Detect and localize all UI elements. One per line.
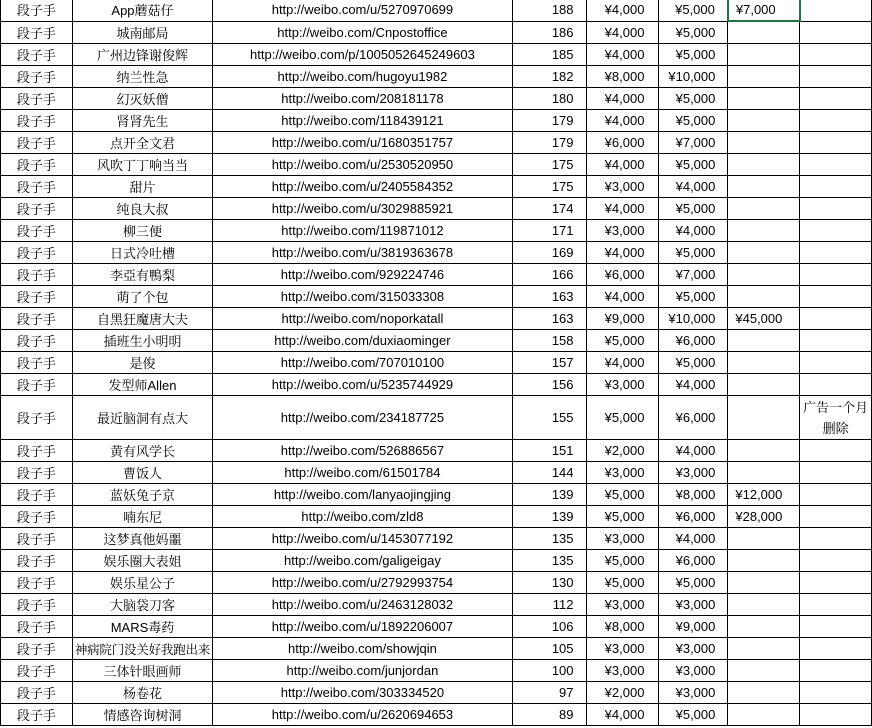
cell-url[interactable]: http://weibo.com/p/1005052645249603	[213, 44, 513, 66]
cell-score[interactable]: 89	[512, 704, 586, 726]
cell-note[interactable]	[800, 66, 872, 88]
cell-note[interactable]	[800, 484, 872, 506]
cell-price-2[interactable]: ¥5,000	[659, 198, 728, 220]
cell-name[interactable]: 这梦真他妈噩	[72, 528, 212, 550]
cell-price-1[interactable]: ¥5,000	[586, 484, 659, 506]
cell-price-1[interactable]: ¥6,000	[586, 264, 659, 286]
cell-score[interactable]: 179	[512, 132, 586, 154]
cell-price-2[interactable]: ¥5,000	[659, 572, 728, 594]
cell-note[interactable]	[800, 550, 872, 572]
cell-extra[interactable]	[728, 264, 800, 286]
cell-note[interactable]	[800, 682, 872, 704]
cell-score[interactable]: 135	[512, 550, 586, 572]
cell-name[interactable]: 蓝妖兔子京	[72, 484, 212, 506]
cell-price-2[interactable]: ¥6,000	[659, 396, 728, 440]
cell-note[interactable]	[800, 21, 872, 44]
cell-score[interactable]: 130	[512, 572, 586, 594]
cell-type[interactable]: 段子手	[1, 88, 73, 110]
cell-price-1[interactable]: ¥4,000	[586, 286, 659, 308]
cell-price-1[interactable]: ¥3,000	[586, 660, 659, 682]
cell-note[interactable]	[800, 154, 872, 176]
cell-type[interactable]: 段子手	[1, 220, 73, 242]
cell-extra[interactable]	[728, 352, 800, 374]
cell-score[interactable]: 151	[512, 440, 586, 462]
cell-score[interactable]: 166	[512, 264, 586, 286]
cell-note[interactable]	[800, 0, 872, 21]
cell-name[interactable]: MARS毒药	[72, 616, 212, 638]
cell-name[interactable]: 三体针眼画师	[72, 660, 212, 682]
cell-type[interactable]: 段子手	[1, 616, 73, 638]
cell-type[interactable]: 段子手	[1, 66, 73, 88]
table-row	[1, 682, 872, 704]
table-row	[1, 44, 872, 66]
cell-price-1[interactable]: ¥8,000	[586, 66, 659, 88]
cell-price-2[interactable]: ¥7,000	[659, 132, 728, 154]
cell-extra[interactable]: ¥12,000	[728, 484, 800, 506]
table-row	[1, 308, 872, 330]
cell-note[interactable]	[800, 286, 872, 308]
cell-price-1[interactable]: ¥3,000	[586, 176, 659, 198]
cell-url[interactable]: http://weibo.com/junjordan	[213, 660, 513, 682]
cell-name[interactable]: 日式冷吐槽	[72, 242, 212, 264]
cell-type[interactable]: 段子手	[1, 198, 73, 220]
cell-note[interactable]	[800, 594, 872, 616]
cell-score[interactable]: 175	[512, 154, 586, 176]
table-row	[1, 528, 872, 550]
cell-note[interactable]	[800, 88, 872, 110]
cell-score[interactable]: 182	[512, 66, 586, 88]
cell-score[interactable]: 175	[512, 176, 586, 198]
cell-price-2[interactable]: ¥4,000	[659, 374, 728, 396]
cell-type[interactable]: 段子手	[1, 704, 73, 726]
cell-score[interactable]: 186	[512, 21, 586, 44]
cell-extra[interactable]	[728, 220, 800, 242]
cell-url[interactable]: http://weibo.com/u/3819363678	[213, 242, 513, 264]
table-row	[1, 242, 872, 264]
cell-type[interactable]: 段子手	[1, 286, 73, 308]
cell-price-1[interactable]: ¥4,000	[586, 21, 659, 44]
cell-note[interactable]	[800, 528, 872, 550]
cell-url[interactable]: http://weibo.com/526886567	[213, 440, 513, 462]
cell-extra[interactable]	[728, 66, 800, 88]
cell-score[interactable]: 100	[512, 660, 586, 682]
cell-url[interactable]: http://weibo.com/929224746	[213, 264, 513, 286]
cell-price-1[interactable]: ¥4,000	[586, 44, 659, 66]
cell-name[interactable]: 柳三便	[72, 220, 212, 242]
cell-type[interactable]: 段子手	[1, 132, 73, 154]
cell-extra[interactable]	[728, 330, 800, 352]
cell-extra[interactable]	[728, 396, 800, 440]
cell-name[interactable]: 自黑狂魔唐大夫	[72, 308, 212, 330]
cell-name[interactable]: 城南邮局	[72, 21, 212, 44]
cell-price-1[interactable]: ¥3,000	[586, 594, 659, 616]
cell-type[interactable]: 段子手	[1, 330, 73, 352]
table-row	[1, 198, 872, 220]
cell-extra[interactable]	[728, 44, 800, 66]
cell-type[interactable]: 段子手	[1, 0, 73, 21]
cell-type[interactable]: 段子手	[1, 176, 73, 198]
cell-extra[interactable]	[728, 440, 800, 462]
cell-note[interactable]	[800, 704, 872, 726]
table-row	[1, 176, 872, 198]
cell-name[interactable]: 杨卷花	[72, 682, 212, 704]
cell-price-1[interactable]: ¥3,000	[586, 220, 659, 242]
cell-extra[interactable]	[728, 704, 800, 726]
cell-type[interactable]: 段子手	[1, 572, 73, 594]
cell-type[interactable]: 段子手	[1, 682, 73, 704]
cell-score[interactable]: 174	[512, 198, 586, 220]
cell-price-2[interactable]: ¥6,000	[659, 506, 728, 528]
cell-price-2[interactable]: ¥5,000	[659, 21, 728, 44]
cell-name[interactable]: App蘑菇仔	[72, 0, 212, 21]
cell-url[interactable]: http://weibo.com/showjqin	[213, 638, 513, 660]
table-row	[1, 330, 872, 352]
cell-price-2[interactable]: ¥3,000	[659, 660, 728, 682]
cell-extra[interactable]	[728, 88, 800, 110]
cell-type[interactable]: 段子手	[1, 110, 73, 132]
table-row	[1, 286, 872, 308]
cell-url[interactable]: http://weibo.com/u/2620694653	[213, 704, 513, 726]
cell-name[interactable]: 萌了个包	[72, 286, 212, 308]
cell-name[interactable]: 幻灭妖僧	[72, 88, 212, 110]
cell-name[interactable]: 纯良大叔	[72, 198, 212, 220]
cell-note[interactable]	[800, 176, 872, 198]
cell-name[interactable]: 情感咨询树洞	[72, 704, 212, 726]
cell-name[interactable]: 点开全文君	[72, 132, 212, 154]
cell-note[interactable]	[800, 264, 872, 286]
cell-type[interactable]: 段子手	[1, 660, 73, 682]
cell-url[interactable]: http://weibo.com/u/2405584352	[213, 176, 513, 198]
cell-extra[interactable]	[728, 374, 800, 396]
cell-url[interactable]: http://weibo.com/Cnpostoffice	[213, 21, 513, 44]
cell-extra[interactable]	[728, 594, 800, 616]
cell-url[interactable]: http://weibo.com/u/5270970699	[213, 0, 513, 21]
cell-score[interactable]: 157	[512, 352, 586, 374]
table-row	[1, 110, 872, 132]
cell-name[interactable]: 神病院门没关好我跑出来	[72, 638, 212, 660]
cell-note[interactable]	[800, 44, 872, 66]
cell-type[interactable]: 段子手	[1, 308, 73, 330]
cell-score[interactable]: 155	[512, 396, 586, 440]
cell-note[interactable]	[800, 616, 872, 638]
cell-score[interactable]: 185	[512, 44, 586, 66]
cell-type[interactable]: 段子手	[1, 374, 73, 396]
cell-note[interactable]	[800, 132, 872, 154]
cell-extra[interactable]	[728, 242, 800, 264]
cell-score[interactable]: 112	[512, 594, 586, 616]
cell-name[interactable]: 最近脑洞有点大	[72, 396, 212, 440]
cell-price-2[interactable]: ¥5,000	[659, 704, 728, 726]
cell-url[interactable]: http://weibo.com/hugoyu1982	[213, 66, 513, 88]
cell-name[interactable]: 娱乐圈大表姐	[72, 550, 212, 572]
cell-extra[interactable]	[728, 572, 800, 594]
cell-extra[interactable]	[728, 286, 800, 308]
table-row	[1, 506, 872, 528]
cell-type[interactable]: 段子手	[1, 44, 73, 66]
cell-type[interactable]: 段子手	[1, 352, 73, 374]
cell-price-1[interactable]: ¥4,000	[586, 242, 659, 264]
cell-extra[interactable]	[728, 198, 800, 220]
cell-url[interactable]: http://weibo.com/u/2530520950	[213, 154, 513, 176]
cell-note[interactable]	[800, 506, 872, 528]
cell-note[interactable]	[800, 110, 872, 132]
cell-score[interactable]: 163	[512, 286, 586, 308]
cell-extra[interactable]	[728, 21, 800, 44]
cell-extra[interactable]	[728, 682, 800, 704]
cell-type[interactable]: 段子手	[1, 242, 73, 264]
table-row	[1, 616, 872, 638]
cell-note[interactable]	[800, 220, 872, 242]
cell-note[interactable]	[800, 638, 872, 660]
cell-extra[interactable]	[728, 110, 800, 132]
cell-extra[interactable]	[728, 462, 800, 484]
cell-note[interactable]	[800, 572, 872, 594]
table-row	[1, 550, 872, 572]
cell-note[interactable]	[800, 374, 872, 396]
table-row	[1, 660, 872, 682]
cell-name[interactable]: 纳兰性急	[72, 66, 212, 88]
cell-note[interactable]	[800, 352, 872, 374]
cell-note[interactable]	[800, 198, 872, 220]
cell-type[interactable]: 段子手	[1, 550, 73, 572]
cell-score[interactable]: 106	[512, 616, 586, 638]
cell-url[interactable]: http://weibo.com/u/2792993754	[213, 572, 513, 594]
cell-url[interactable]: http://weibo.com/208181178	[213, 88, 513, 110]
cell-extra[interactable]	[728, 132, 800, 154]
cell-url[interactable]: http://weibo.com/u/1680351757	[213, 132, 513, 154]
cell-score[interactable]: 180	[512, 88, 586, 110]
cell-extra[interactable]	[728, 550, 800, 572]
cell-price-1[interactable]: ¥4,000	[586, 198, 659, 220]
cell-extra[interactable]	[728, 660, 800, 682]
cell-extra[interactable]	[728, 176, 800, 198]
cell-score[interactable]: 139	[512, 484, 586, 506]
cell-note[interactable]	[800, 330, 872, 352]
cell-price-1[interactable]: ¥4,000	[586, 154, 659, 176]
cell-url[interactable]: http://weibo.com/zld8	[213, 506, 513, 528]
cell-price-2[interactable]: ¥5,000	[659, 88, 728, 110]
table-row	[1, 352, 872, 374]
cell-price-1[interactable]: ¥8,000	[586, 616, 659, 638]
table-row	[1, 462, 872, 484]
cell-price-2[interactable]: ¥5,000	[659, 286, 728, 308]
cell-type[interactable]: 段子手	[1, 396, 73, 440]
cell-name[interactable]: 娱乐星公子	[72, 572, 212, 594]
cell-note[interactable]	[800, 660, 872, 682]
table-row	[1, 220, 872, 242]
cell-url[interactable]: http://weibo.com/707010100	[213, 352, 513, 374]
cell-price-1[interactable]: ¥3,000	[586, 462, 659, 484]
cell-price-2[interactable]: ¥7,000	[659, 264, 728, 286]
cell-price-2[interactable]: ¥5,000	[659, 0, 728, 21]
table-row	[1, 704, 872, 726]
cell-extra[interactable]	[728, 616, 800, 638]
cell-price-2[interactable]: ¥4,000	[659, 440, 728, 462]
cell-note[interactable]	[800, 308, 872, 330]
cell-score[interactable]: 144	[512, 462, 586, 484]
table-row	[1, 396, 872, 440]
cell-name[interactable]: 肾肾先生	[72, 110, 212, 132]
cell-extra[interactable]: ¥28,000	[728, 506, 800, 528]
cell-url[interactable]: http://weibo.com/61501784	[213, 462, 513, 484]
cell-name[interactable]: 风吹丁丁响当当	[72, 154, 212, 176]
cell-price-2[interactable]: ¥4,000	[659, 220, 728, 242]
table-row	[1, 440, 872, 462]
cell-price-2[interactable]: ¥6,000	[659, 330, 728, 352]
cell-price-1[interactable]: ¥5,000	[586, 506, 659, 528]
cell-score[interactable]: 169	[512, 242, 586, 264]
cell-type[interactable]: 段子手	[1, 506, 73, 528]
cell-price-1[interactable]: ¥4,000	[586, 0, 659, 21]
cell-extra[interactable]: ¥7,000	[728, 0, 800, 21]
cell-price-1[interactable]: ¥4,000	[586, 704, 659, 726]
cell-price-2[interactable]: ¥3,000	[659, 682, 728, 704]
cell-name[interactable]: 李亞有鴨梨	[72, 264, 212, 286]
table-row	[1, 0, 872, 21]
cell-url[interactable]: http://weibo.com/u/5235744929	[213, 374, 513, 396]
cell-price-1[interactable]: ¥4,000	[586, 110, 659, 132]
cell-extra[interactable]	[728, 154, 800, 176]
cell-score[interactable]: 139	[512, 506, 586, 528]
cell-price-1[interactable]: ¥6,000	[586, 132, 659, 154]
table-row	[1, 374, 872, 396]
cell-note[interactable]: 广告一个月删除	[800, 396, 872, 440]
cell-price-1[interactable]: ¥5,000	[586, 550, 659, 572]
cell-price-2[interactable]: ¥5,000	[659, 154, 728, 176]
cell-type[interactable]: 段子手	[1, 21, 73, 44]
cell-url[interactable]: http://weibo.com/u/2463128032	[213, 594, 513, 616]
cell-price-1[interactable]: ¥2,000	[586, 682, 659, 704]
cell-name[interactable]: 曹饭人	[72, 462, 212, 484]
table-row	[1, 638, 872, 660]
cell-name[interactable]: 大脑袋刀客	[72, 594, 212, 616]
table-row	[1, 88, 872, 110]
cell-note[interactable]	[800, 462, 872, 484]
cell-price-2[interactable]: ¥5,000	[659, 110, 728, 132]
table-row	[1, 154, 872, 176]
cell-score[interactable]: 135	[512, 528, 586, 550]
cell-name[interactable]: 甜片	[72, 176, 212, 198]
table-row	[1, 264, 872, 286]
cell-price-2[interactable]: ¥10,000	[659, 308, 728, 330]
cell-price-1[interactable]: ¥3,000	[586, 528, 659, 550]
cell-price-1[interactable]: ¥9,000	[586, 308, 659, 330]
cell-url[interactable]: http://weibo.com/119871012	[213, 220, 513, 242]
table-row	[1, 594, 872, 616]
cell-price-2[interactable]: ¥8,000	[659, 484, 728, 506]
cell-url[interactable]: http://weibo.com/duxiaominger	[213, 330, 513, 352]
cell-type[interactable]: 段子手	[1, 462, 73, 484]
cell-price-1[interactable]: ¥5,000	[586, 330, 659, 352]
cell-price-2[interactable]: ¥4,000	[659, 528, 728, 550]
cell-name[interactable]: 黄有风学长	[72, 440, 212, 462]
cell-type[interactable]: 段子手	[1, 264, 73, 286]
table-row	[1, 21, 872, 44]
cell-url[interactable]: http://weibo.com/u/3029885921	[213, 198, 513, 220]
cell-extra[interactable]	[728, 638, 800, 660]
cell-name[interactable]: 喃东尼	[72, 506, 212, 528]
cell-type[interactable]: 段子手	[1, 528, 73, 550]
cell-score[interactable]: 188	[512, 0, 586, 21]
cell-price-2[interactable]: ¥3,000	[659, 638, 728, 660]
cell-score[interactable]: 156	[512, 374, 586, 396]
cell-url[interactable]: http://weibo.com/315033308	[213, 286, 513, 308]
cell-name[interactable]: 广州边锋谢俊辉	[72, 44, 212, 66]
cell-url[interactable]: http://weibo.com/galigeigay	[213, 550, 513, 572]
cell-price-2[interactable]: ¥5,000	[659, 352, 728, 374]
cell-note[interactable]	[800, 242, 872, 264]
cell-price-2[interactable]: ¥6,000	[659, 550, 728, 572]
cell-score[interactable]: 163	[512, 308, 586, 330]
cell-price-2[interactable]: ¥3,000	[659, 594, 728, 616]
cell-price-1[interactable]: ¥5,000	[586, 396, 659, 440]
cell-score[interactable]: 158	[512, 330, 586, 352]
cell-name[interactable]: 插班生小明明	[72, 330, 212, 352]
cell-price-2[interactable]: ¥5,000	[659, 242, 728, 264]
cell-note[interactable]	[800, 440, 872, 462]
cell-price-2[interactable]: ¥4,000	[659, 176, 728, 198]
cell-score[interactable]: 97	[512, 682, 586, 704]
cell-type[interactable]: 段子手	[1, 440, 73, 462]
table-row	[1, 132, 872, 154]
cell-score[interactable]: 179	[512, 110, 586, 132]
cell-type[interactable]: 段子手	[1, 154, 73, 176]
cell-extra[interactable]	[728, 528, 800, 550]
table-row	[1, 572, 872, 594]
cell-url[interactable]: http://weibo.com/234187725	[213, 396, 513, 440]
cell-price-1[interactable]: ¥3,000	[586, 638, 659, 660]
cell-price-1[interactable]: ¥4,000	[586, 88, 659, 110]
cell-name[interactable]: 发型师Allen	[72, 374, 212, 396]
spreadsheet-body	[1, 0, 872, 726]
cell-price-1[interactable]: ¥5,000	[586, 572, 659, 594]
table-row	[1, 66, 872, 88]
cell-price-1[interactable]: ¥3,000	[586, 374, 659, 396]
cell-price-1[interactable]: ¥2,000	[586, 440, 659, 462]
cell-url[interactable]: http://weibo.com/u/1892206007	[213, 616, 513, 638]
cell-price-2[interactable]: ¥9,000	[659, 616, 728, 638]
cell-price-1[interactable]: ¥4,000	[586, 352, 659, 374]
table-row	[1, 484, 872, 506]
cell-url[interactable]: http://weibo.com/303334520	[213, 682, 513, 704]
cell-price-2[interactable]: ¥5,000	[659, 44, 728, 66]
cell-score[interactable]: 171	[512, 220, 586, 242]
cell-url[interactable]: http://weibo.com/noporkatall	[213, 308, 513, 330]
cell-extra[interactable]: ¥45,000	[728, 308, 800, 330]
cell-type[interactable]: 段子手	[1, 594, 73, 616]
cell-name[interactable]: 是俊	[72, 352, 212, 374]
cell-price-2[interactable]: ¥10,000	[659, 66, 728, 88]
cell-url[interactable]: http://weibo.com/118439121	[213, 110, 513, 132]
cell-type[interactable]: 段子手	[1, 638, 73, 660]
cell-url[interactable]: http://weibo.com/lanyaojingjing	[213, 484, 513, 506]
cell-type[interactable]: 段子手	[1, 484, 73, 506]
cell-score[interactable]: 105	[512, 638, 586, 660]
cell-price-2[interactable]: ¥3,000	[659, 462, 728, 484]
cell-url[interactable]: http://weibo.com/u/1453077192	[213, 528, 513, 550]
